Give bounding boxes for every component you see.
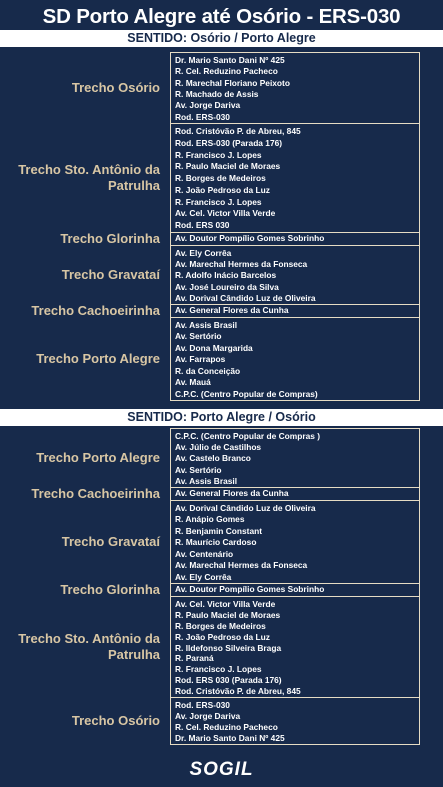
street-list-box	[170, 428, 420, 488]
street-list-box	[170, 245, 420, 305]
trecho-name: Trecho Sto. Antônio da Patrulha	[18, 631, 160, 662]
trecho-label-trecho-glorinha	[6, 232, 160, 246]
trecho-name: Trecho Cachoeirinha	[31, 486, 160, 501]
street-item: Rod. Cristóvão P. de Abreu, 845	[175, 686, 301, 697]
street-list-box	[170, 52, 420, 124]
street-item: Av. Cel. Victor Villa Verde	[175, 208, 276, 219]
street-item: Rod. ERS 030	[175, 220, 230, 231]
trecho-name: Trecho Cachoeirinha	[31, 303, 160, 318]
street-item: R. Maurício Cardoso	[175, 537, 257, 548]
trecho-name: Trecho Gravataí	[61, 534, 160, 549]
street-item: Rod. ERS-030 (Parada 176)	[175, 137, 283, 148]
street-item: R. Paraná	[175, 653, 214, 664]
trecho-name: Trecho Glorinha	[60, 582, 160, 597]
street-item: R. Benjamin Constant	[175, 525, 263, 536]
street-item: Av. José Loureiro da Silva	[175, 281, 279, 292]
street-list-box	[170, 123, 420, 233]
street-item: C.P.C. (Centro Popular de Compras)	[175, 388, 318, 399]
street-item: Rod. Cristóvão P. de Abreu, 845	[175, 126, 301, 136]
trecho-label-trecho-cachoeirinha	[6, 304, 160, 318]
trecho-name: Trecho Sto. Antônio da Patrulha	[18, 162, 160, 193]
street-item: Av. Doutor Pompílio Gomes Sobrinho	[175, 233, 325, 243]
street-list-box	[170, 697, 420, 745]
street-list-box	[170, 317, 420, 401]
street-item: Rod. ERS-030	[175, 111, 230, 122]
street-item: Rod. ERS-030	[175, 700, 230, 710]
street-item: R. Borges de Medeiros	[175, 620, 266, 631]
street-item: Rod. ERS 030 (Parada 176)	[175, 675, 282, 686]
street-list-box	[170, 583, 420, 597]
street-item: Av. Sertório	[175, 464, 222, 475]
trecho-label-trecho-gravatai	[6, 500, 160, 584]
trecho-label-trecho-osorio	[6, 697, 160, 745]
street-item: Av. Doutor Pompílio Gomes Sobrinho	[175, 584, 325, 594]
street-item: Av. Jorge Dariva	[175, 100, 241, 111]
street-item: R. Francisco J. Lopes	[175, 149, 262, 160]
street-item: Av. Marechal Hermes da Fonseca	[175, 259, 308, 270]
trecho-label-trecho-porto-alegre	[6, 317, 160, 401]
street-item: Av. Centenário	[175, 548, 234, 559]
street-item: Av. Ely Corrêa	[175, 571, 232, 582]
street-item: R. Borges de Medeiros	[175, 173, 266, 184]
street-list-box	[170, 596, 420, 698]
trecho-name: Trecho Osório	[71, 80, 160, 95]
trecho-name: Trecho Gravataí	[61, 267, 160, 282]
street-item: Av. Jorge Dariva	[175, 711, 241, 721]
street-item: Av. Dorival Cândido Luz de Oliveira	[175, 503, 316, 513]
street-item: R. Paulo Maciel de Moraes	[175, 161, 281, 172]
street-item: Av. General Flores da Cunha	[175, 488, 289, 498]
street-list-box	[170, 487, 420, 501]
street-list-box	[170, 500, 420, 584]
sentido-header: SENTIDO: Osório / Porto Alegre	[0, 30, 443, 47]
trecho-name: Trecho Porto Alegre	[36, 450, 160, 465]
street-item: R. Cel. Reduzino Pacheco	[175, 722, 278, 732]
trecho-label-trecho-porto-alegre	[6, 428, 160, 488]
street-item: Av. Ely Corrêa	[175, 248, 232, 258]
street-item: R. Francisco J. Lopes	[175, 664, 262, 675]
sogil-logo: SOGIL	[189, 759, 254, 780]
street-list-box	[170, 232, 420, 246]
page-title: SD Porto Alegre até Osório - ERS-030	[42, 5, 401, 28]
trecho-label-trecho-gravatai	[6, 245, 160, 305]
street-item: Av. Júlio de Castilhos	[175, 442, 262, 453]
street-item: R. Ildefonso Silveira Braga	[175, 642, 282, 653]
trecho-label-trecho-sto-antonio-da-patrulha	[6, 596, 160, 698]
street-item: Av. General Flores da Cunha	[175, 305, 289, 315]
street-item: R. João Pedroso da Luz	[175, 631, 270, 642]
street-item: Av. Farrapos	[175, 354, 226, 365]
street-item: Dr. Mario Santo Dani Nº 425	[175, 55, 285, 65]
trecho-name: Trecho Glorinha	[60, 231, 160, 246]
street-item: Dr. Mario Santo Dani Nº 425	[175, 733, 285, 743]
street-item: Av. Sertório	[175, 331, 222, 342]
street-item: Av. Marechal Hermes da Fonseca	[175, 560, 308, 571]
street-item: R. Cel. Reduzino Pacheco	[175, 66, 278, 77]
street-item: Av. Dona Margarida	[175, 342, 253, 353]
trecho-label-trecho-sto-antonio-da-patrulha	[6, 123, 160, 233]
street-item: Av. Assis Brasil	[175, 320, 238, 330]
street-item: R. Anápio Gomes	[175, 514, 245, 525]
street-item: Av. Dorival Cândido Luz de Oliveira	[175, 292, 316, 303]
street-item: R. da Conceição	[175, 365, 241, 376]
street-item: Av. Castelo Branco	[175, 453, 251, 464]
street-item: R. Adolfo Inácio Barcelos	[175, 270, 277, 281]
trecho-label-trecho-cachoeirinha	[6, 487, 160, 501]
street-item: Av. Mauá	[175, 377, 211, 388]
street-item: R. Paulo Maciel de Moraes	[175, 609, 281, 620]
trecho-label-trecho-glorinha	[6, 583, 160, 597]
street-item: C.P.C. (Centro Popular de Compras )	[175, 431, 321, 441]
street-item: R. João Pedroso da Luz	[175, 184, 270, 195]
sentido-header: SENTIDO: Porto Alegre / Osório	[0, 409, 443, 426]
street-item: R. Machado de Assis	[175, 88, 259, 99]
trecho-name: Trecho Porto Alegre	[36, 351, 160, 366]
street-item: R. Marechal Floriano Peixoto	[175, 77, 290, 88]
street-list-box	[170, 304, 420, 318]
street-item: Av. Assis Brasil	[175, 475, 238, 486]
trecho-name: Trecho Osório	[71, 713, 160, 728]
street-item: R. Francisco J. Lopes	[175, 196, 262, 207]
street-item: Av. Cel. Victor Villa Verde	[175, 599, 276, 609]
trecho-label-trecho-osorio	[6, 52, 160, 124]
